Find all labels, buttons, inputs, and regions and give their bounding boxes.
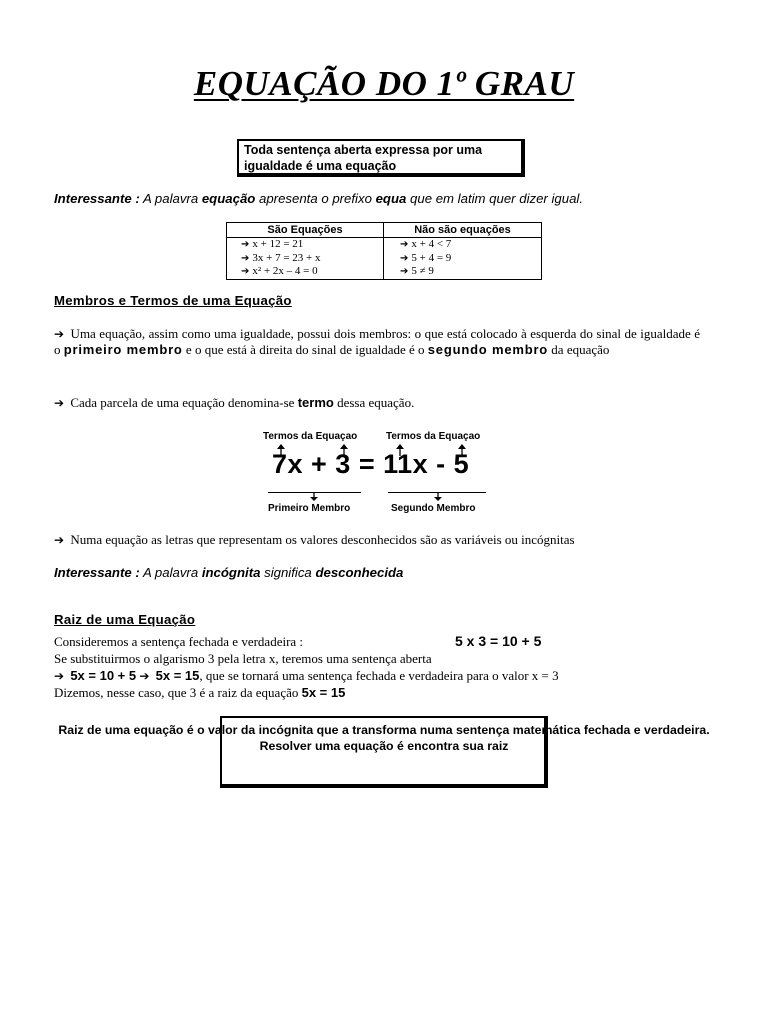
- arrow-right-icon: ➔: [54, 533, 65, 547]
- equations-table: [226, 222, 542, 280]
- bold-word: equa: [375, 191, 407, 206]
- arrow-right-icon: ➔: [54, 396, 65, 410]
- table-cell: [384, 238, 542, 252]
- bold-term: primeiro membro: [63, 342, 183, 357]
- equation-text: x + 4 < 7: [411, 238, 452, 250]
- closed-sentence: 5 x 3 = 10 + 5: [455, 633, 542, 649]
- text: da equação: [548, 342, 610, 357]
- arrow-down-icon: [310, 493, 318, 501]
- root-definition-line-1: Raiz de uma equação é o valor da incógnita que a transforma numa sentença matemática fechada e verdadeira.: [58, 723, 710, 737]
- root-definition-text: [0, 722, 768, 754]
- definition-line-1: Toda sentença aberta expressa por uma: [244, 143, 483, 157]
- paragraph-letras: [54, 532, 575, 548]
- root-line-2: Se substituirmos o algarismo 3 pela letra x, teremos uma sentença aberta: [54, 651, 432, 666]
- diagram-label-second-member: Segundo Membro: [391, 503, 476, 514]
- bold-term: termo: [297, 395, 334, 410]
- definition-box: [237, 139, 525, 177]
- column-header: Não são equações: [384, 223, 542, 238]
- text: e o que está à direita do sinal de igualdade é o: [182, 342, 428, 357]
- text: Dizemos, nesse caso, que 3 é a raiz da equação: [54, 685, 302, 700]
- text: Numa equação as letras que representam os valores desconhecidos são as variáveis ou incógnitas: [67, 532, 575, 547]
- diagram-label-first-member: Primeiro Membro: [268, 503, 351, 514]
- root-line-4: [54, 685, 345, 701]
- text: Uma equação, assim como uma igualdade, possui dois membros: o que está colocado à esquerda do sinal de igualdade é o: [54, 326, 700, 357]
- definition-line-2: igualdade é uma equação: [244, 158, 397, 173]
- root-line-1: [54, 633, 542, 650]
- example-equation: 7x + 3 = 11x - 5: [272, 449, 470, 479]
- page-title: EQUAÇÃO DO 1º GRAU: [193, 64, 575, 103]
- column-header: São Equações: [227, 223, 384, 238]
- interesting-note-1: [54, 191, 583, 206]
- table-header-row: [227, 223, 542, 238]
- interesting-note-2: [54, 565, 403, 580]
- text: que em latim quer dizer igual.: [406, 191, 584, 206]
- text: apresenta o prefixo: [255, 191, 376, 206]
- bold-equation: 5x = 10 + 5: [70, 668, 137, 683]
- down-arrows-group: [260, 493, 500, 502]
- equation-text: 5 ≠ 9: [411, 265, 434, 277]
- section-heading-raiz: Raiz de uma Equação: [54, 612, 196, 627]
- table-cell: [384, 252, 542, 266]
- text: , que se tornará uma sentença fechada e verdadeira para o valor x = 3: [199, 668, 559, 683]
- table-row: [227, 238, 542, 252]
- text: Cada parcela de uma equação denomina-se: [67, 395, 298, 410]
- diagram-label-terms-left: Termos da Equaçao: [263, 431, 358, 442]
- arrow-right-icon: ➔: [54, 669, 65, 683]
- arrow-right-icon: ➔: [139, 669, 150, 683]
- text: significa: [260, 565, 316, 580]
- root-line-3: [54, 668, 559, 684]
- table-row: [227, 265, 542, 279]
- table-cell: [227, 238, 384, 252]
- text: dessa equação.: [333, 395, 415, 410]
- table-cell: [384, 265, 542, 279]
- arrow-right-icon: ➔: [400, 266, 409, 277]
- equation-text: x + 12 = 21: [252, 238, 304, 250]
- table-cell: [227, 265, 384, 279]
- arrow-down-icon: [434, 493, 442, 501]
- table-cell: [227, 252, 384, 266]
- text: Consideremos a sentença fechada e verdadeira :: [54, 634, 304, 649]
- arrow-right-icon: ➔: [241, 239, 250, 250]
- equation-text: 5 + 4 = 9: [411, 251, 452, 264]
- diagram-label-terms-right: Termos da Equaçao: [386, 431, 481, 442]
- arrow-right-icon: ➔: [241, 266, 250, 277]
- interesting-label: Interessante :: [54, 565, 140, 580]
- bold-equation: 5x = 15: [155, 668, 200, 683]
- paragraph-membros: [54, 326, 700, 358]
- bold-word: equação: [201, 191, 256, 206]
- equation-text: x² + 2x – 4 = 0: [252, 265, 318, 277]
- table-row: [227, 252, 542, 266]
- paragraph-termo: [54, 395, 414, 411]
- bold-word: incógnita: [201, 565, 261, 580]
- section-heading-membros: Membros e Termos de uma Equação: [54, 293, 292, 308]
- arrow-right-icon: ➔: [400, 239, 409, 250]
- arrow-right-icon: ➔: [241, 252, 250, 264]
- equation-text: 3x + 7 = 23 + x: [252, 251, 321, 264]
- arrow-right-icon: ➔: [54, 327, 65, 341]
- bold-equation: 5x = 15: [301, 685, 346, 700]
- bold-word: desconhecida: [315, 565, 404, 580]
- text: A palavra: [139, 565, 202, 580]
- text: A palavra: [139, 191, 202, 206]
- interesting-label: Interessante :: [54, 191, 140, 206]
- bold-term: segundo membro: [427, 342, 549, 357]
- root-definition-line-2: Resolver uma equação é encontra sua raiz: [259, 739, 509, 753]
- arrow-right-icon: ➔: [400, 252, 409, 264]
